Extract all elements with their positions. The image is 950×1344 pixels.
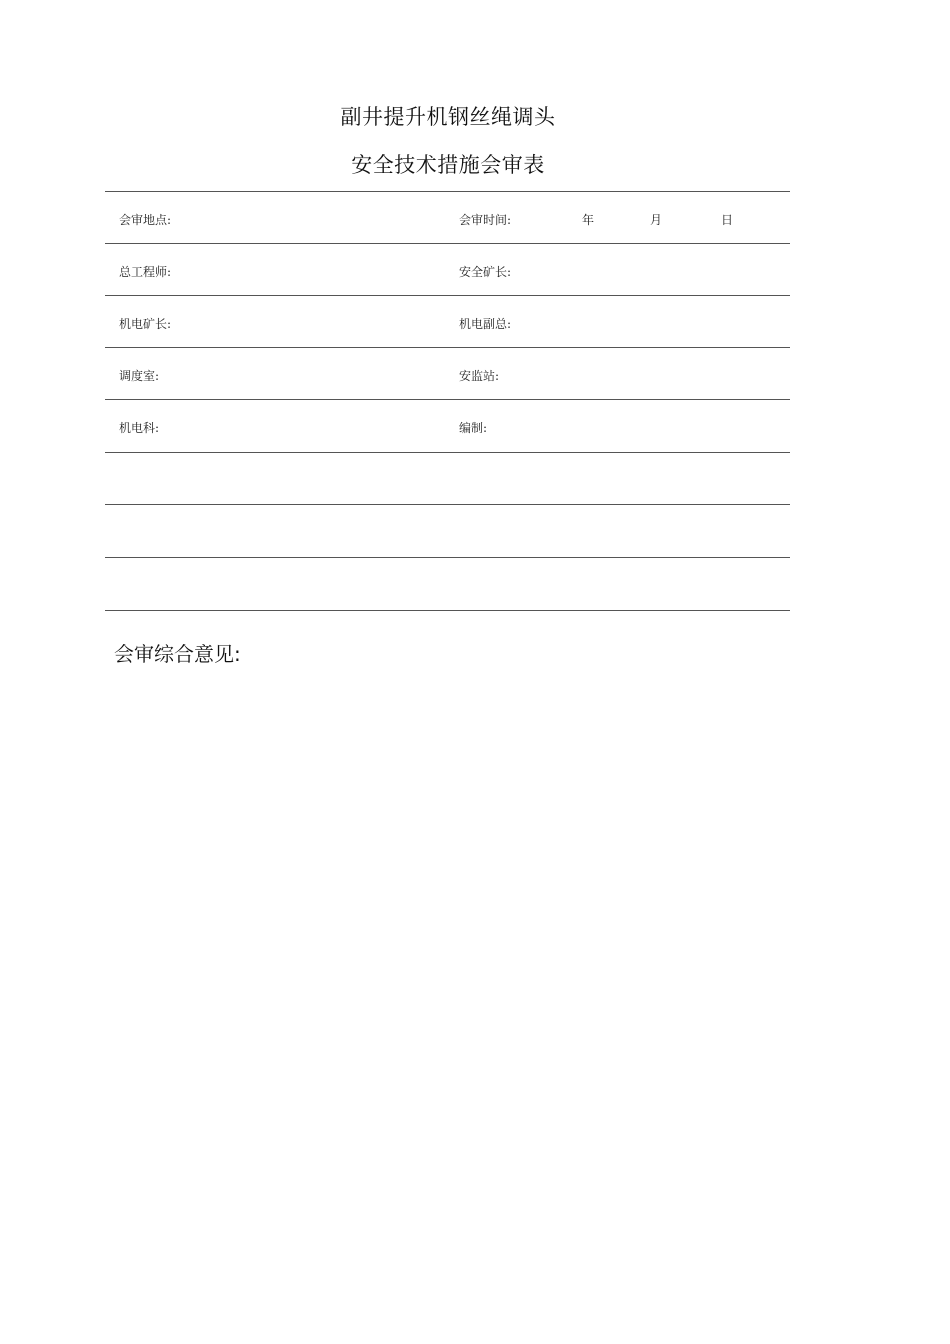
safety-mine-manager-label: 安全矿长: — [459, 265, 512, 279]
chief-engineer-label: 总工程师: — [119, 265, 172, 279]
electromechanical-deputy-chief-label: 机电副总: — [459, 317, 512, 331]
review-time-label: 会审时间: — [459, 213, 512, 227]
review-opinion-label: 会审综合意见: — [114, 642, 241, 666]
form-row-blank-1 — [105, 453, 790, 505]
form-row-blank-3 — [105, 558, 790, 611]
document-title-line-2: 安全技术措施会审表 — [351, 153, 545, 177]
date-day-label: 日 — [721, 213, 734, 227]
form-row-blank-2 — [105, 505, 790, 558]
dispatch-room-label: 调度室: — [119, 369, 160, 383]
form-row-location — [105, 192, 790, 244]
review-form-table — [105, 191, 790, 611]
electromechanical-mine-manager-label: 机电矿长: — [119, 317, 172, 331]
form-row-department — [105, 400, 790, 453]
review-location-label: 会审地点: — [119, 213, 172, 227]
form-row-chief-engineer — [105, 244, 790, 296]
form-row-dispatch — [105, 348, 790, 400]
prepared-by-label: 编制: — [459, 421, 488, 435]
electromechanical-department-label: 机电科: — [119, 421, 160, 435]
document-title-line-1: 副井提升机钢丝绳调头 — [340, 105, 556, 129]
form-row-electromechanical — [105, 296, 790, 348]
date-year-label: 年 — [582, 213, 595, 227]
date-month-label: 月 — [650, 213, 663, 227]
safety-supervision-station-label: 安监站: — [459, 369, 500, 383]
